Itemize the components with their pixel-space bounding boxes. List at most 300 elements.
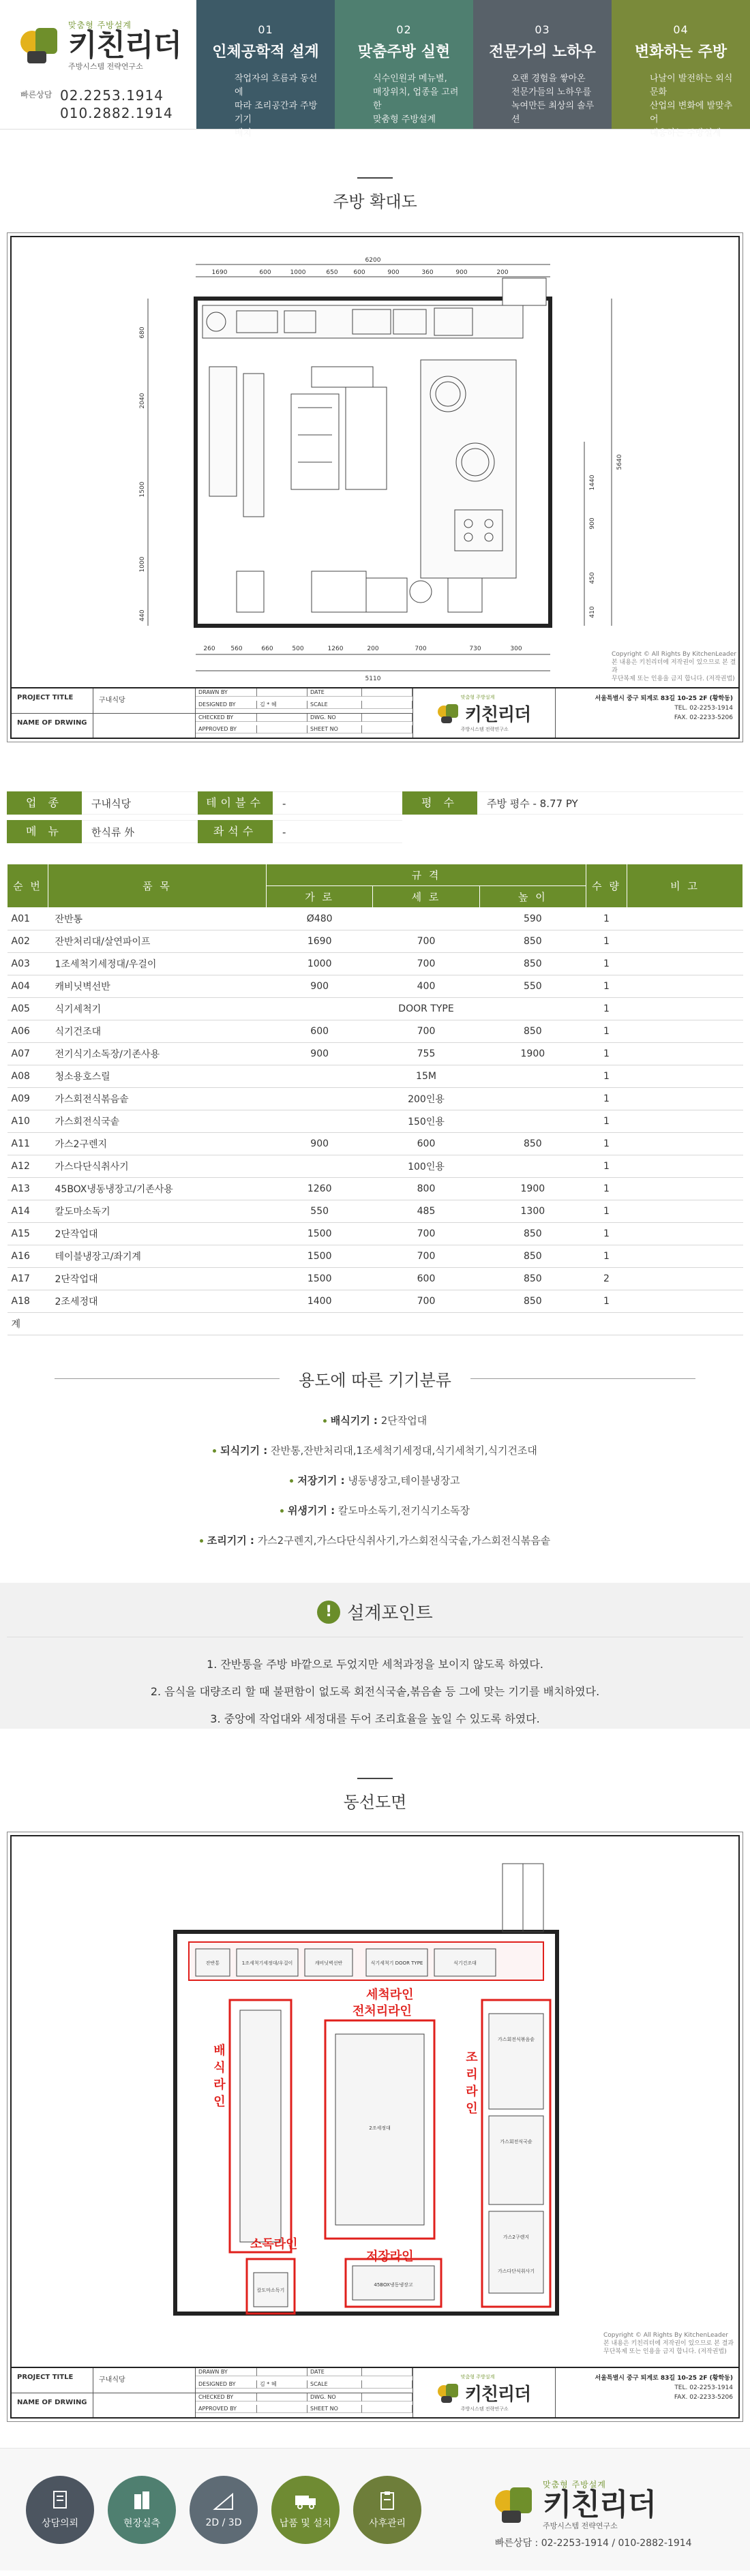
cell-note <box>627 1133 743 1155</box>
cell-d: 800 <box>373 1178 479 1200</box>
feature-desc: 대응하는 주방설계 <box>650 128 721 138</box>
cell-w: 1500 <box>267 1268 373 1290</box>
cell-item: 1조세척기세정대/우걸이 <box>48 953 267 975</box>
feature-desc: 매장위치, 업종을 고려한 <box>373 87 459 111</box>
cell-qty: 1 <box>586 1245 627 1268</box>
cell-h: 850 <box>479 1223 586 1245</box>
service-2d3d[interactable]: 2D / 3D <box>190 2476 258 2544</box>
titleblock-logo: 맞춤형 주방설계 키친리더 주방시스템 전략연구소 <box>412 688 556 738</box>
svg-text:450: 450 <box>589 572 596 584</box>
cell-qty: 1 <box>586 1133 627 1155</box>
page-header <box>0 0 750 138</box>
svg-text:260: 260 <box>203 646 215 652</box>
col-depth: 세 로 <box>373 886 479 908</box>
cell-item: 잔반처리대/살연파이프 <box>48 930 267 953</box>
cell-no: A17 <box>7 1268 48 1290</box>
cell-qty: 1 <box>586 1020 627 1043</box>
cell-spec: 150인용 <box>267 1110 586 1133</box>
flow-plan-svg <box>12 1836 741 2367</box>
floor-plan-svg <box>12 237 741 687</box>
cell-qty: 1 <box>586 930 627 953</box>
title-bar <box>357 1778 393 1779</box>
cell-no: A09 <box>7 1088 48 1110</box>
cell-spec: 100인용 <box>267 1155 586 1178</box>
cell-d: 700 <box>373 1020 479 1043</box>
serve-line-1: 배 <box>213 2044 226 2058</box>
brand-subtitle: 주방시스템 전략연구소 <box>68 62 143 71</box>
cell-w: 1500 <box>267 1245 373 1268</box>
cell-h: 1900 <box>479 1178 586 1200</box>
feature-desc: 배치 <box>235 128 252 138</box>
cell-item: 2조세정대 <box>48 1290 267 1313</box>
svg-text:식기건조대: 식기건조대 <box>453 1960 477 1966</box>
info-type-value: 구내식당 <box>82 791 198 815</box>
cell-note <box>627 1313 743 1335</box>
cell-item: 가스회전식국솥 <box>48 1110 267 1133</box>
cell-item: 테이블냉장고/좌기계 <box>48 1245 267 1268</box>
col-note: 비 고 <box>627 864 743 908</box>
col-qty: 수 량 <box>586 864 627 908</box>
cell-h: 850 <box>479 1268 586 1290</box>
cell-item: 잔반통 <box>48 908 267 930</box>
svg-text:1000: 1000 <box>290 269 306 276</box>
brand-name: 키친리더 <box>68 28 182 63</box>
cell-note <box>627 1088 743 1110</box>
cell-spec: 15M <box>267 1065 586 1088</box>
cell-item: 청소용호스릴 <box>48 1065 267 1088</box>
cell-h: 850 <box>479 1133 586 1155</box>
cell-no: A06 <box>7 1020 48 1043</box>
svg-text:300: 300 <box>510 646 522 652</box>
feature-01 <box>196 0 335 138</box>
cell-no: A11 <box>7 1133 48 1155</box>
cell-note <box>627 1110 743 1133</box>
cell-w: 550 <box>267 1200 373 1223</box>
cell-d: 600 <box>373 1268 479 1290</box>
svg-text:라: 라 <box>466 2085 478 2099</box>
feature-desc: 식수인원과 메뉴별, <box>373 74 447 84</box>
table-row <box>7 1043 743 1065</box>
titleblock-address: 서울특별시 중구 퇴계로 83길 10-25 2F (황학동) TEL. 02-2253-1914 FAX. 02-2233-5206 <box>595 2375 733 2401</box>
svg-text:200: 200 <box>496 269 509 276</box>
cell-qty: 1 <box>586 1065 627 1088</box>
feature-03 <box>473 0 612 129</box>
cell-d: 485 <box>373 1200 479 1223</box>
feature-04 <box>612 0 750 138</box>
design-point: 1. 잔반통을 주방 바깥으로 두었지만 세척과정을 보이지 않도록 하였다. <box>207 1658 543 1671</box>
cell-no: A18 <box>7 1290 48 1313</box>
cell-no: A14 <box>7 1200 48 1223</box>
info-area-value: 주방 평수 - 8.77 PY <box>477 791 743 815</box>
cell-h: 1900 <box>479 1043 586 1065</box>
svg-text:2040: 2040 <box>139 393 146 409</box>
cell-qty: 1 <box>586 975 627 998</box>
info-area-label: 평 수 <box>402 791 477 815</box>
svg-text:700: 700 <box>415 646 427 652</box>
cell-note <box>627 953 743 975</box>
svg-text:잔반통: 잔반통 <box>205 1960 220 1966</box>
class-item: 배식기기 : 2단작업대 <box>0 1406 750 1436</box>
cell-no: A05 <box>7 998 48 1020</box>
table-row <box>7 1020 743 1043</box>
cell-d: 700 <box>373 1245 479 1268</box>
cell-d <box>373 1313 479 1335</box>
svg-text:인: 인 <box>466 2102 478 2116</box>
brand-tagline: 맞춤형 주방설계 <box>68 20 132 30</box>
svg-text:1조세척기세정대/우걸이: 1조세척기세정대/우걸이 <box>241 1960 293 1966</box>
section-kitchen-plan-title <box>0 177 750 212</box>
table-row <box>7 1178 743 1200</box>
svg-text:900: 900 <box>387 269 400 276</box>
feature-desc: 오랜 경험을 쌓아온 <box>511 74 586 84</box>
equipment-rows <box>7 908 743 1335</box>
table-row <box>7 1155 743 1178</box>
svg-text:200: 200 <box>367 646 379 652</box>
feature-desc: 나날이 발전하는 외식문화 <box>650 74 733 97</box>
feature-02 <box>335 0 473 129</box>
svg-text:가스다단식취사기: 가스다단식취사기 <box>497 2269 535 2274</box>
svg-text:680: 680 <box>139 327 146 339</box>
cell-item: 식기건조대 <box>48 1020 267 1043</box>
info-type-label: 업 종 <box>7 791 82 815</box>
feature-number: 03 <box>535 23 550 36</box>
brand-logo[interactable] <box>20 19 196 72</box>
feature-desc: 작업자의 흐름과 동선에 <box>235 74 318 97</box>
flow-plan-panel <box>7 1832 743 2422</box>
feature-number: 01 <box>258 23 273 36</box>
cell-w: 1690 <box>267 930 373 953</box>
cell-w: 1400 <box>267 1290 373 1313</box>
clipboard-icon <box>376 2490 399 2511</box>
design-point: 3. 중앙에 작업대와 세정대를 두어 조리효율을 높일 수 있도록 하였다. <box>210 1712 540 1725</box>
cell-w: 600 <box>267 1020 373 1043</box>
feature-title: 변화하는 주방 <box>634 44 728 61</box>
table-row <box>7 1133 743 1155</box>
svg-text:410: 410 <box>589 606 596 618</box>
kitchen-plan-panel <box>7 232 743 742</box>
svg-text:600: 600 <box>353 269 365 276</box>
cell-d: 600 <box>373 1133 479 1155</box>
svg-text:리: 리 <box>466 2067 478 2082</box>
info-menu-value: 한식류 外 <box>82 820 198 843</box>
cell-no: A08 <box>7 1065 48 1088</box>
exclamation-icon: ! <box>317 1601 340 1624</box>
service-survey[interactable]: 현장실측 <box>108 2476 176 2544</box>
drawing-name-label: NAME OF DRWING <box>12 714 93 738</box>
cell-no: A01 <box>7 908 48 930</box>
svg-text:라: 라 <box>213 2078 226 2092</box>
svg-text:가스회전식국솥: 가스회전식국솥 <box>500 2139 532 2145</box>
cell-qty: 1 <box>586 1223 627 1245</box>
cell-spec: DOOR TYPE <box>267 998 586 1020</box>
svg-text:5110: 5110 <box>365 676 381 682</box>
section-title: 주방 확대도 <box>333 192 417 211</box>
cell-no: A03 <box>7 953 48 975</box>
service-consult[interactable]: 상담의뢰 <box>26 2476 94 2544</box>
title-block: PROJECT TITLE 구내식당 DRAWN BY DATE DESIGNED BY 김 * 혜 SCALE NAME OF DRWING CHECKED BY DWG. NO APPROVED BY SHEET NO 맞춤형 주방설계 키친리더 주방시스템 전략연구소 서울특별시 중구 퇴계로 83길 10-25 2F (황학동) TEL. 02-2253-1914 FAX. 02-2233-5206 <box>12 2367 738 2417</box>
cell-h: 590 <box>479 908 586 930</box>
cell-qty: 1 <box>586 1200 627 1223</box>
logo-mark <box>20 25 61 66</box>
cell-qty: 1 <box>586 1043 627 1065</box>
cell-qty: 1 <box>586 953 627 975</box>
cell-note <box>627 975 743 998</box>
table-row <box>7 1223 743 1245</box>
kitchen-plan-drawing <box>12 237 738 687</box>
table-row <box>7 1065 743 1088</box>
cell-d: 700 <box>373 930 479 953</box>
cell-d: 755 <box>373 1043 479 1065</box>
col-no: 순 번 <box>7 864 48 908</box>
table-row <box>7 908 743 930</box>
cell-note <box>627 1245 743 1268</box>
cell-item: 가스2구렌지 <box>48 1133 267 1155</box>
feature-desc: 따라 조리공간과 주방기기 <box>235 101 318 125</box>
col-height: 높 이 <box>479 886 586 908</box>
contact-label: 빠른상담 <box>20 90 52 100</box>
blueprint-icon <box>212 2491 235 2512</box>
svg-text:식: 식 <box>213 2061 226 2075</box>
svg-text:440: 440 <box>139 609 146 622</box>
truck-icon <box>294 2490 317 2511</box>
service-aftercare[interactable]: 사후관리 <box>353 2476 421 2544</box>
table-row <box>7 1290 743 1313</box>
feature-desc: 전문가들의 노하우를 <box>511 87 592 97</box>
feature-number: 02 <box>396 23 412 36</box>
svg-text:45BOX냉동냉장고: 45BOX냉동냉장고 <box>374 2282 413 2288</box>
cell-qty: 1 <box>586 1290 627 1313</box>
cell-no: A15 <box>7 1223 48 1245</box>
table-row <box>7 1313 743 1335</box>
table-row <box>7 1200 743 1223</box>
cell-qty: 1 <box>586 998 627 1020</box>
cook-line-1: 조 <box>466 2050 478 2065</box>
table-row <box>7 1088 743 1110</box>
cell-item: 45BOX냉동냉장고/기존사용 <box>48 1178 267 1200</box>
cell-qty <box>586 1313 627 1335</box>
feature-title: 인체공학적 설계 <box>212 44 319 61</box>
col-spec: 규 격 <box>267 864 586 886</box>
title-block: PROJECT TITLE 구내식당 DRAWN BY DATE DESIGNED BY 김 * 혜 SCALE NAME OF DRWING CHECKED BY DWG. NO APPROVED BY SHEET NO 맞춤형 주방설계 키친리더 주방시스템 전략연구소 서울특별시 중구 퇴계로 83길 10-25 2F (황학동) TEL. 02-2253-1914 FAX. 02-2233-5206 <box>12 687 738 738</box>
cell-d: 700 <box>373 1290 479 1313</box>
cell-h: 850 <box>479 953 586 975</box>
cell-no: A07 <box>7 1043 48 1065</box>
titleblock-logo: 맞춤형 주방설계 키친리더 주방시스템 전략연구소 <box>412 2368 556 2417</box>
copyright-notice: Copyright © All Rights By KitchenLeader 본 내용은 키친리더에 저작권이 있으므로 본 결과 무단복제 또는 인용을 금지 합니다. (저작권법) <box>612 651 737 682</box>
cell-item: 2단작업대 <box>48 1223 267 1245</box>
cell-qty: 2 <box>586 1268 627 1290</box>
svg-text:560: 560 <box>230 646 243 652</box>
cell-d: 400 <box>373 975 479 998</box>
svg-text:1000: 1000 <box>139 556 146 573</box>
store-line-label: 저장라인 <box>366 2249 414 2264</box>
cell-w: 900 <box>267 975 373 998</box>
document-icon <box>48 2490 72 2511</box>
cell-d: 700 <box>373 1223 479 1245</box>
classification-section <box>0 1367 750 1556</box>
feature-title: 전문가의 노하우 <box>489 44 596 61</box>
table-row <box>7 1268 743 1290</box>
feature-title: 맞춤주방 실현 <box>357 44 451 61</box>
header-contact <box>20 87 196 122</box>
class-item: 되식기기 : 잔반통,잔반처리대,1조세척기세정대,식기세척기,식기건조대 <box>0 1436 750 1466</box>
col-item: 품 목 <box>48 864 267 908</box>
table-row <box>7 953 743 975</box>
svg-text:900: 900 <box>589 517 596 530</box>
svg-text:2조세정대: 2조세정대 <box>369 2125 391 2131</box>
flow-plan-drawing <box>12 1836 738 2367</box>
cell-no: A02 <box>7 930 48 953</box>
section-title: 동선도면 <box>343 1793 407 1812</box>
feature-desc: 맞춤형 주방설계 <box>373 115 436 125</box>
svg-text:730: 730 <box>469 646 481 652</box>
design-points <box>0 1583 750 1729</box>
cell-qty: 1 <box>586 1110 627 1133</box>
cell-qty: 1 <box>586 1155 627 1178</box>
titleblock-address: 서울특별시 중구 퇴계로 83길 10-25 2F (황학동) TEL. 02-2253-1914 FAX. 02-2233-5206 <box>595 695 733 721</box>
cell-note <box>627 1065 743 1088</box>
cell-spec: 200인용 <box>267 1088 586 1110</box>
svg-text:식기세척기 DOOR TYPE: 식기세척기 DOOR TYPE <box>370 1960 423 1966</box>
info-table-label: 테이블수 <box>198 791 273 815</box>
svg-text:360: 360 <box>421 269 434 276</box>
cell-item: 캐비닛벽선반 <box>48 975 267 998</box>
cell-item: 식기세척기 <box>48 998 267 1020</box>
cell-item: 전기식기소독장/기존사용 <box>48 1043 267 1065</box>
class-item: 조리기기 : 가스2구렌지,가스다단식취사기,가스회전식국솥,가스회전식볶음솥 <box>0 1526 750 1556</box>
svg-text:1440: 1440 <box>589 474 596 491</box>
svg-text:900: 900 <box>455 269 468 276</box>
cell-item: 칼도마소독기 <box>48 1200 267 1223</box>
cell-w: 1260 <box>267 1178 373 1200</box>
cell-note <box>627 1268 743 1290</box>
feature-number: 04 <box>673 23 689 36</box>
cell-h: 1300 <box>479 1200 586 1223</box>
cell-d <box>373 908 479 930</box>
cell-note <box>627 1043 743 1065</box>
cell-d: 700 <box>373 953 479 975</box>
cell-note <box>627 998 743 1020</box>
cell-no: A04 <box>7 975 48 998</box>
service-delivery[interactable]: 납품 및 설치 <box>271 2476 340 2544</box>
cell-h: 850 <box>479 1020 586 1043</box>
phone-2[interactable]: 010.2882.1914 <box>60 105 173 121</box>
table-row <box>7 975 743 998</box>
cell-w <box>267 1313 373 1335</box>
cell-note <box>627 930 743 953</box>
svg-text:5640: 5640 <box>616 454 623 470</box>
project-title-label: PROJECT TITLE <box>12 688 93 713</box>
cell-w: Ø480 <box>267 908 373 930</box>
cell-qty: 1 <box>586 1178 627 1200</box>
svg-text:가스2구렌지: 가스2구렌지 <box>502 2234 530 2240</box>
info-menu-label: 메 뉴 <box>7 820 82 843</box>
cell-note <box>627 1200 743 1223</box>
cell-note <box>627 1020 743 1043</box>
section-flow-title <box>0 1778 750 1813</box>
cell-qty: 1 <box>586 1088 627 1110</box>
svg-text:칼도마소독기: 칼도마소독기 <box>256 2288 285 2293</box>
prep-line-label: 전처리라인 <box>352 2004 412 2018</box>
steril-line-label: 소독라인 <box>250 2237 298 2252</box>
cell-qty: 1 <box>586 908 627 930</box>
class-item: 저장기기 : 냉동냉장고,테이블냉장고 <box>0 1466 750 1496</box>
table-row <box>7 1245 743 1268</box>
info-seat-value: - <box>273 820 402 843</box>
footer-logo[interactable]: 맞춤형 주방설계 키친리더 주방시스템 전략연구소 <box>495 2479 656 2531</box>
services-footer <box>0 2448 750 2571</box>
feature-desc: 녹여만든 최상의 솔루션 <box>511 101 595 125</box>
cell-no: A16 <box>7 1245 48 1268</box>
cell-h: 850 <box>479 1290 586 1313</box>
svg-text:캐비닛벽선반: 캐비닛벽선반 <box>314 1960 343 1966</box>
cell-item: 2단작업대 <box>48 1268 267 1290</box>
svg-text:인: 인 <box>213 2095 226 2109</box>
cell-no: A10 <box>7 1110 48 1133</box>
cell-w: 1000 <box>267 953 373 975</box>
svg-text:650: 650 <box>326 269 338 276</box>
dim-total-top: 6200 <box>365 257 381 264</box>
cell-h: 550 <box>479 975 586 998</box>
svg-text:1500: 1500 <box>139 481 146 498</box>
equipment-table <box>7 864 743 1335</box>
brand-block <box>0 0 196 129</box>
svg-text:500: 500 <box>292 646 304 652</box>
cell-w: 1500 <box>267 1223 373 1245</box>
cell-note <box>627 908 743 930</box>
svg-text:1260: 1260 <box>327 646 344 652</box>
class-item: 위생기기 : 칼도마소독기,전기식기소독장 <box>0 1496 750 1526</box>
svg-text:가스회전식볶음솥: 가스회전식볶음솥 <box>497 2037 535 2042</box>
building-icon <box>130 2490 153 2511</box>
cell-item <box>48 1313 267 1335</box>
col-width: 가 로 <box>267 886 373 908</box>
svg-text:1690: 1690 <box>211 269 228 276</box>
cell-no: A12 <box>7 1155 48 1178</box>
cell-item: 가스다단식취사기 <box>48 1155 267 1178</box>
cell-note <box>627 1290 743 1313</box>
table-row <box>7 998 743 1020</box>
cell-h <box>479 1313 586 1335</box>
copyright-notice: Copyright © All Rights By KitchenLeader 본 내용은 키친리더에 저작권이 있으므로 본 결과 무단복제 또는 인용을 금지 합니다. (저작권법) <box>603 2332 734 2355</box>
table-row <box>7 930 743 953</box>
table-row <box>7 1110 743 1133</box>
cell-note <box>627 1178 743 1200</box>
cell-w: 900 <box>267 1043 373 1065</box>
cell-h: 850 <box>479 1245 586 1268</box>
info-table-value: - <box>273 791 402 815</box>
project-title-value: 구내식당 <box>93 688 196 713</box>
cell-no: 계 <box>7 1313 48 1335</box>
feature-desc: 산업의 변화에 발맞추어 <box>650 101 733 125</box>
phone-1[interactable]: 02.2253.1914 <box>60 87 164 104</box>
title-bar <box>357 177 393 179</box>
project-info <box>7 791 743 843</box>
cell-w: 900 <box>267 1133 373 1155</box>
svg-text:600: 600 <box>259 269 271 276</box>
cell-note <box>627 1155 743 1178</box>
svg-text:660: 660 <box>261 646 273 652</box>
classification-title: 용도에 따른 기기분류 <box>299 1371 451 1390</box>
wash-line-label: 세척라인 <box>366 1988 414 2002</box>
design-points-title: 설계포인트 <box>347 1603 433 1624</box>
info-seat-label: 좌석수 <box>198 820 273 843</box>
footer-contact[interactable]: 빠른상담 : 02-2253-1914 / 010-2882-1914 <box>495 2538 692 2549</box>
cell-note <box>627 1223 743 1245</box>
cell-h: 850 <box>479 930 586 953</box>
cell-item: 가스회전식볶음솥 <box>48 1088 267 1110</box>
design-point: 2. 음식을 대량조리 할 때 불편함이 없도록 회전식국솥,볶음솥 등 그에 맞는 기기를 배치하였다. <box>150 1685 600 1698</box>
